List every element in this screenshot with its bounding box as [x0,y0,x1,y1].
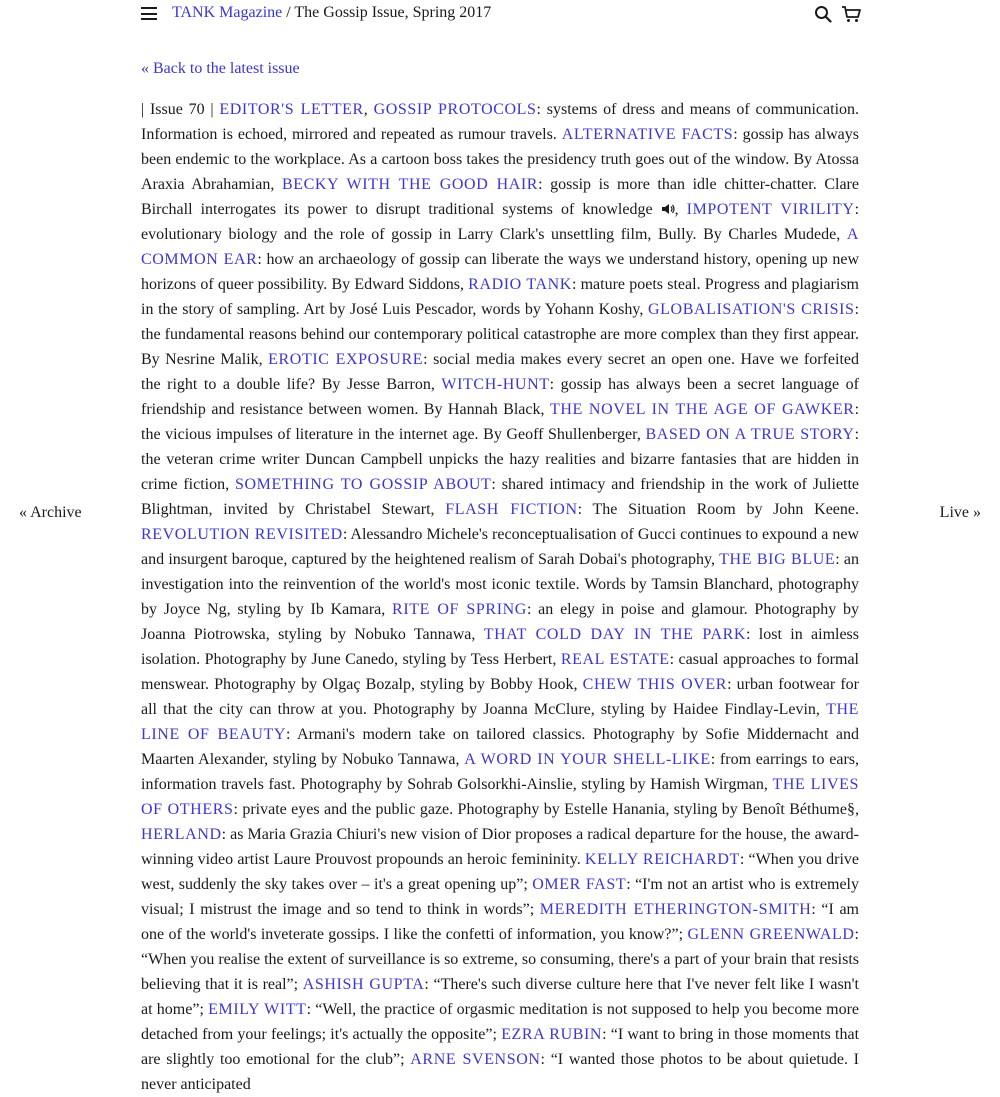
article-link[interactable]: EZRA RUBIN [501,1026,603,1043]
issue-contents-paragraph [141,97,859,1097]
article-link[interactable]: THE LIVES OF OTHERS [141,776,859,818]
article-link[interactable]: WITCH-HUNT [441,376,550,393]
breadcrumb [172,4,491,22]
description-text: : “When you realise the extent of surveillance is so extreme, so consuming, there's a part of your brain that resists believing that it is real”; [141,926,859,993]
article-link[interactable]: KELLY REICHARDT [584,851,740,868]
description-text: | Issue 70 | [141,101,220,118]
article-link[interactable]: MEREDITH ETHERINGTON-SMITH [539,901,812,918]
description-text: : shared intimacy and friendship in the work of Juliette Blightman, invited by Christabel Stewart, [141,476,860,518]
article-link[interactable]: ARNE SVENSON [410,1051,541,1068]
description-text: : evolutionary biology and the role of gossip in Larry Clark's unsettling film, Bully. By Charles Mudede, [141,201,860,243]
description-text: : casual approaches to formal menswear. Photography by Olgaç Bozalp, styling by Bobby Hook, [141,651,859,693]
description-text: : Armani's modern take on tailored classics. Photography by Sofie Middernacht and Maarten Alexander, styling by Nobuko Tannawa, [141,726,859,768]
article-link[interactable]: RADIO TANK [468,276,572,293]
description-text: : The Situation Room by John Keene. [577,501,860,518]
description-text: : urban footwear for all that the city can throw at you. Photography by Joanna McClure, styling by Haidee Findlay-Levin, [141,676,859,718]
description-text: : the veteran crime writer Duncan Campbell unpicks the hazy realities and bizarre fantasies that are hidden in crime fiction, [141,426,860,493]
article-link[interactable]: BASED ON A TRUE STORY [645,426,855,443]
description-text: : how an archaeology of gossip can liberate the ways we understand history, opening up new horizons of queer possibility. By Edward Siddons, [141,251,859,293]
description-text: : an elegy in poise and glamour. Photography by Joanna Piotrowska, styling by Nobuko Tannawa, [141,601,859,643]
archive-link[interactable]: « Archive [19,504,82,521]
description-text: : gossip has always been endemic to the workplace. As a cartoon boss takes the presidency truth goes out of the window. By Atossa Araxia Abrahamian, [141,126,860,193]
article-link[interactable]: OMER FAST [532,876,627,893]
description-text: : mature poets steal. Progress and plagiarism in the story of sampling. Art by José Luis Pescador, words by Yohann Koshy, [141,276,859,318]
description-text: : “I'm not an artist who is extremely visual; I mistrust the image and so tend to think in words”; [141,876,859,918]
description-text: : as Maria Grazia Chiuri's new vision of Dior proposes a radical departure for the house, the award-winning video artist Laure Prouvost propounds an heroic femininity. [141,826,859,868]
speaker-icon[interactable] [661,203,675,215]
description-text: : private eyes and the public gaze. Photography by Estelle Hanania, styling by Benoît Béthume§, [233,801,859,818]
article-link[interactable]: BECKY WITH THE GOOD HAIR [281,176,539,193]
description-text: : gossip is more than idle chitter-chatter. Clare Birchall interrogates its power to disrupt traditional systems of knowledge [141,176,859,218]
description-text: : from earrings to ears, information travels fast. Photography by Sohrab Golsorkhi-Ainslie, styling by Hamish Wirgman, [141,751,860,793]
article-link[interactable]: ASHISH GUPTA [302,976,425,993]
article-link[interactable]: EMILY WITT [208,1001,307,1018]
issue-title: The Gossip Issue, Spring 2017 [294,4,492,21]
description-text: , [363,101,374,118]
article-link[interactable]: REAL ESTATE [560,651,670,668]
article-link[interactable]: A WORD IN YOUR SHELL-LIKE [464,751,711,768]
article-link[interactable]: GOSSIP PROTOCOLS [373,101,537,118]
article-link[interactable]: CHEW THIS OVER [582,676,728,693]
description-text: : “I want to bring in those moments that are slightly too emotional for the club”; [141,1026,860,1068]
article-link[interactable]: GLENN GREENWALD [687,926,855,943]
article-link[interactable]: THAT COLD DAY IN THE PARK [483,626,747,643]
description-text: : lost in aimless isolation. Photography by June Canedo, styling by Tess Herbert, [141,626,860,668]
article-link[interactable]: THE BIG BLUE [719,551,836,568]
article-link[interactable]: EROTIC EXPOSURE [268,351,424,368]
description-text: : Alessandro Michele's reconceptualisation of Gucci continues to expound a new and insurgent baroque, captured by the heightened realism of Sarah Dobai's photography, [141,526,860,568]
description-text: : an investigation into the reinvention of the world's most iconic textile. Words by Tamsin Blanchard, photography by Joyce Ng, styling by Ib Kamara, [141,551,859,618]
breadcrumb-separator: / [282,4,295,21]
search-icon[interactable] [814,5,832,23]
cart-icon[interactable] [841,5,861,23]
article-link[interactable]: HERLAND [141,826,222,843]
description-text: : systems of dress and means of communication. Information is echoed, mirrored and repeated as rumour travels. [141,101,860,143]
article-link[interactable]: RITE OF SPRING [392,601,527,618]
description-text: : “Well, the practice of orgasmic meditation is not supposed to help you become more detached from your feelings; it's actually the opposite”; [141,1001,860,1043]
description-text: : “I am one of the world's inveterate gossips. I like the confetti of information, you know?”; [141,901,859,943]
description-text: : social media makes every secret an open one. Have we forfeited the right to a double life? By Jesse Barron, [141,351,860,393]
description-text: : “There's such diverse culture here that I've never felt like I wasn't at home”; [141,976,859,1018]
description-text: , [674,201,687,218]
article-link[interactable]: FLASH FICTION [445,501,578,518]
site-link[interactable]: TANK Magazine [172,4,283,21]
article-link[interactable]: THE NOVEL IN THE AGE OF GAWKER [549,401,855,418]
description-text: : gossip has always been a secret language of friendship and resistance between women. By Hannah Black, [141,376,859,418]
article-link[interactable]: ALTERNATIVE FACTS [561,126,734,143]
top-bar [0,0,1000,30]
article-link[interactable]: GLOBALISATION'S CRISIS [648,301,855,318]
article-link[interactable]: A COMMON EAR [141,226,859,268]
article-link[interactable]: EDITOR'S LETTER [219,101,364,118]
article-link[interactable]: REVOLUTION REVISITED [141,526,343,543]
article-link[interactable]: SOMETHING TO GOSSIP ABOUT [234,476,492,493]
article-link[interactable]: IMPOTENT VIRILITY [686,201,855,218]
back-to-latest-issue-link[interactable]: « Back to the latest issue [141,60,300,77]
description-text: : “When you drive west, suddenly the sky takes over – it's a great opening up”; [141,851,860,893]
hamburger-icon[interactable] [141,7,157,20]
description-text: : the fundamental reasons behind our contemporary political catastrophe are more complex than they first appear. By Nesrine Malik, [141,301,860,368]
description-text: : the vicious impulses of literature in the internet age. By Geoff Shullenberger, [141,401,860,443]
article-link[interactable]: THE LINE OF BEAUTY [141,701,859,743]
description-text: : “I wanted those photos to be about quietude. I never anticipated [141,1051,859,1093]
live-link[interactable]: Live » [939,504,981,521]
